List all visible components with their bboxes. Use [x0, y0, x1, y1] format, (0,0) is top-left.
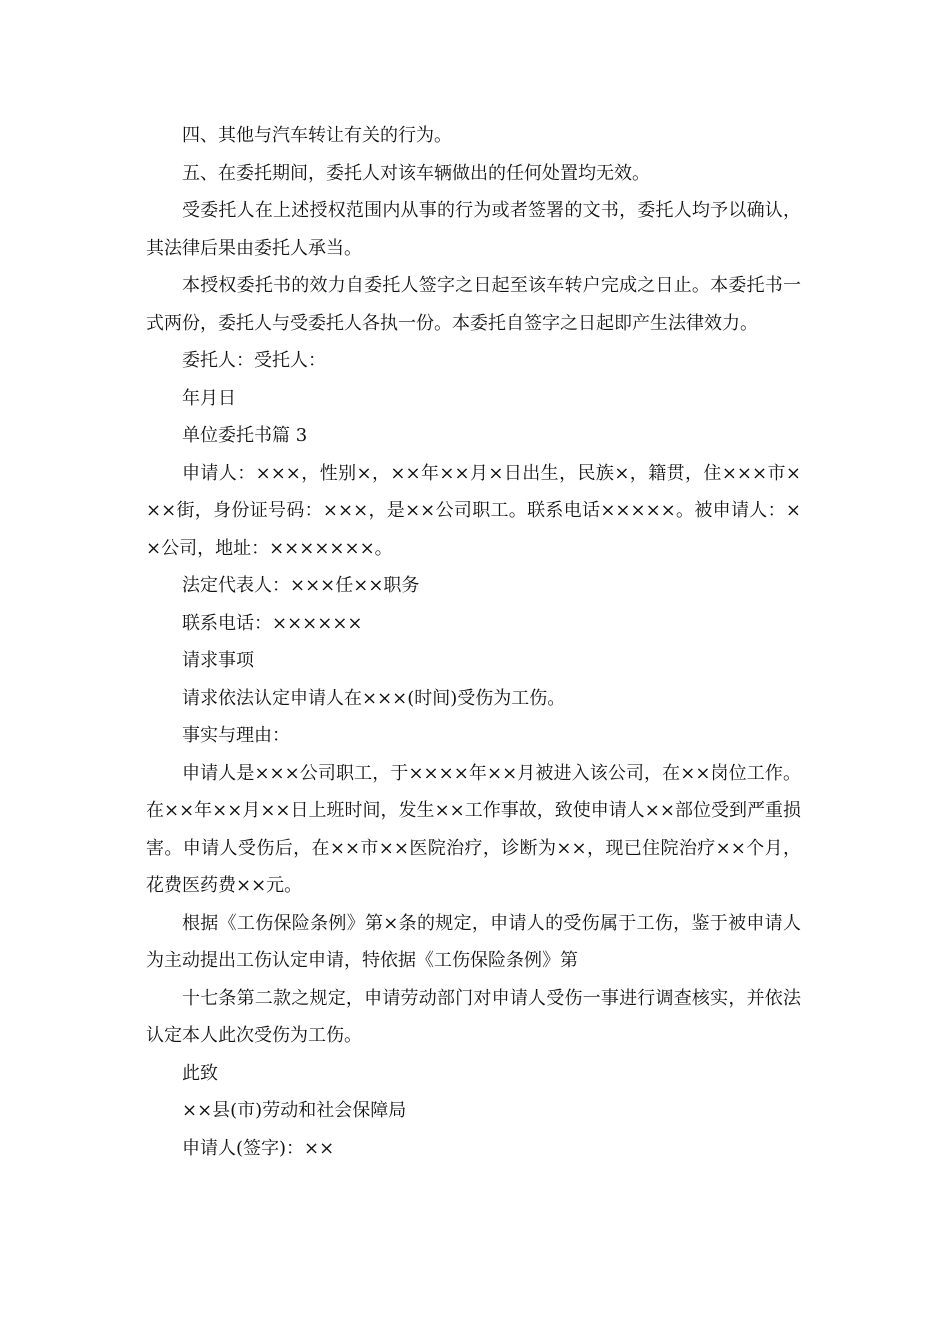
paragraph-applicant-info: 申请人：×××，性别×，××年××月×日出生，民族×，籍贯，住×××市×××街，身份证号码：×××，是××公司职工。联系电话×××××。被申请人：××公司，地址：×××××××。 — [146, 462, 801, 559]
applicant-signature-line: 申请人(签字)：×× — [182, 1137, 335, 1159]
paragraph-contact-phone: 联系电话：×××××× — [182, 612, 363, 634]
paragraph-article-17: 十七条第二款之规定，申请劳动部门对申请人受伤一事进行调查核实，并依法认定本人此次受伤为工伤。 — [146, 987, 801, 1046]
date-line: 年月日 — [182, 387, 236, 409]
paragraph-legal-basis: 根据《工伤保险条例》第×条的规定，申请人的受伤属于工伤，鉴于被申请人为主动提出工伤认定申请，特依据《工伤保险条例》第 — [146, 912, 801, 971]
paragraph-item-5-disposal-invalid: 五、在委托期间，委托人对该车辆做出的任何处置均无效。 — [182, 162, 650, 184]
recipient-bureau: ××县(市)劳动和社会保障局 — [182, 1100, 407, 1121]
paragraph-legal-representative: 法定代表人：×××任××职务 — [182, 575, 420, 596]
paragraph-validity-period: 本授权委托书的效力自委托人签字之日起至该车转户完成之日止。本委托书一式两份，委托人与受委托人各执一份。本委托自签字之日起即产生法律效力。 — [146, 275, 801, 334]
closing-salutation: 此致 — [182, 1062, 218, 1084]
paragraph-item-4-other-acts: 四、其他与汽车转让有关的行为。 — [182, 125, 452, 146]
document-body — [146, 117, 801, 1167]
section-heading-unit-letter-3: 单位委托书篇 3 — [182, 425, 308, 446]
signature-line-principal-agent: 委托人：受托人： — [182, 350, 326, 371]
paragraph-request-content: 请求依法认定申请人在×××(时间)受伤为工伤。 — [182, 687, 566, 709]
heading-request-items: 请求事项 — [182, 650, 254, 671]
heading-facts-and-reasons: 事实与理由： — [182, 725, 290, 746]
paragraph-agent-acts-confirmed: 受委托人在上述授权范围内从事的行为或者签署的文书，委托人均予以确认，其法律后果由委托人承当。 — [146, 200, 801, 259]
paragraph-facts: 申请人是×××公司职工，于××××年××月被进入该公司，在××岗位工作。在××年××月××日上班时间，发生××工作事故，致使申请人××部位受到严重损害。申请人受伤后，在××市××医院治疗，诊断为××，现已住院治疗××个月，花费医药费××元。 — [146, 762, 801, 896]
